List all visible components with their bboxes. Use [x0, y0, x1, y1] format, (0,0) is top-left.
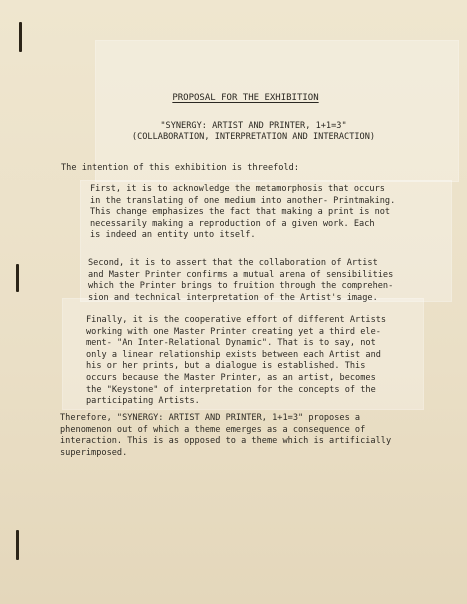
paragraph-third-line: only a linear relationship exists between each Artist and [86, 349, 381, 360]
paragraph-second [88, 258, 393, 304]
paragraph-conclusion-line: Therefore, "SYNERGY: ARTIST AND PRINTER, 1+1=3" proposes a [60, 413, 361, 423]
paragraph-third-line: ment- "An Inter-Relational Dynamic". That is to say, not [86, 338, 376, 349]
paragraph-third-line: occurs because the Master Printer, as an artist, becomes [86, 372, 376, 383]
binding-hole-middle [16, 264, 19, 292]
binding-hole-top [19, 22, 22, 52]
binding-hole-bottom [16, 530, 19, 560]
document-subtitle-line-1: "SYNERGY: ARTIST AND PRINTER, 1+1=3" [160, 121, 347, 131]
paragraph-second-line: sion and technical interpretation of the Artist's image. [88, 292, 378, 303]
intro-line: The intention of this exhibition is threefold: [61, 163, 299, 173]
paragraph-third-line: working with one Master Printer creating yet a third ele- [86, 326, 381, 337]
paragraph-third-line: the "Keystone" of interpretation for the concepts of the [86, 384, 376, 395]
paragraph-second-line: which the Printer brings to fruition through the comprehen- [88, 281, 394, 292]
paragraph-third-line: his or her prints, but a dialogue is established. This [86, 361, 366, 372]
paragraph-third [86, 315, 386, 408]
paragraph-conclusion [60, 413, 391, 459]
paragraph-first-line: necessarily making a reproduction of a given work. Each [90, 218, 375, 229]
paragraph-first-line: First, it is to acknowledge the metamorphosis that occurs [90, 184, 385, 194]
paragraph-first-line: is indeed an entity unto itself. [90, 230, 256, 241]
paragraph-first-line: in the translating of one medium into another- Printmaking. [90, 195, 396, 206]
document-title [0, 93, 467, 103]
paragraph-conclusion-line: interaction. This is as opposed to a theme which is artificially [60, 436, 392, 447]
document-title-text: PROPOSAL FOR THE EXHIBITION [172, 93, 319, 103]
paragraph-third-line: participating Artists. [86, 396, 200, 407]
paragraph-conclusion-line: superimposed. [60, 447, 128, 458]
paragraph-conclusion-line: phenomenon out of which a theme emerges as a consequence of [60, 424, 366, 435]
paragraph-first [90, 184, 395, 242]
paragraph-second-line: Second, it is to assert that the collaboration of Artist [88, 258, 378, 268]
tape-overlay-top [95, 40, 459, 182]
document-subtitle-line-2: (COLLABORATION, INTERPRETATION AND INTERACTION) [131, 132, 376, 142]
paragraph-second-line: and Master Printer confirms a mutual arena of sensibilities [88, 269, 394, 280]
paragraph-third-line: Finally, it is the cooperative effort of different Artists [86, 315, 387, 325]
paragraph-first-line: This change emphasizes the fact that making a print is not [90, 207, 391, 218]
